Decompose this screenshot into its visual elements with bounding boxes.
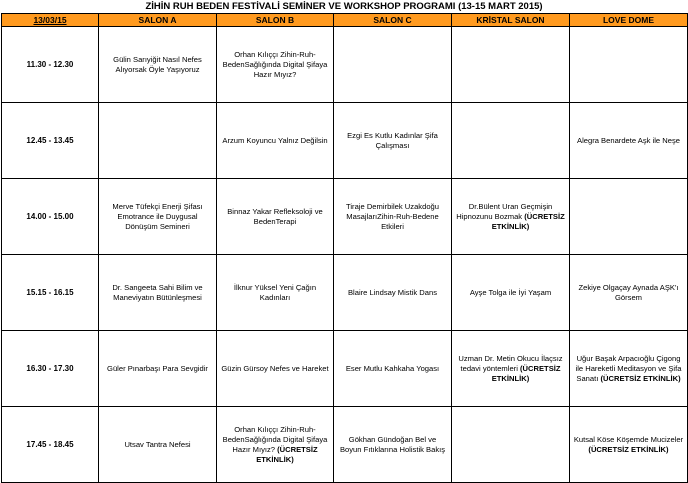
session-cell-kristal: [452, 27, 570, 103]
session-cell-kristal: [452, 255, 570, 331]
session-cell-salon-a: [99, 103, 217, 179]
table-row: [2, 331, 688, 407]
session-cell-salon-b: İlknur Yüksel Yeni Çağın Kadınları: [217, 255, 334, 331]
session-cell-salon-a: Güler Pınarbaşı Para Sevgidir: [99, 331, 217, 407]
time-cell: 16.30 - 17.30: [2, 331, 99, 407]
session-cell-salon-c: Eser Mutlu Kahkaha Yogası: [334, 331, 452, 407]
time-cell: 15.15 - 16.15: [2, 255, 99, 331]
session-cell-salon-a: Merve Tüfekçi Enerji Şifası Emotrance ile Duygusal Dönüşüm Semineri: [99, 179, 217, 255]
session-cell-salon-c: [334, 27, 452, 103]
session-text: Uzman Dr. Metin Okucu İlaçsız tedavi yöntemleri: [458, 353, 563, 373]
table-row: [2, 103, 688, 179]
session-cell-salon-b: Arzum Koyuncu Yalnız Değilsin: [217, 103, 334, 179]
session-cell-salon-c: Tiraje Demirbilek Uzakdoğu MasajlarıZihin-Ruh-Bedene Etkileri: [334, 179, 452, 255]
time-cell: 14.00 - 15.00: [2, 179, 99, 255]
session-cell-kristal: [452, 331, 570, 407]
header-kristal-salon: KRİSTAL SALON: [452, 14, 570, 27]
schedule-table: [1, 13, 688, 483]
table-row: [2, 27, 688, 103]
session-cell-love-dome: [570, 407, 688, 483]
header-row: [2, 14, 688, 27]
session-cell-kristal: [452, 407, 570, 483]
session-cell-salon-c: Ezgi Es Kutlu Kadınlar Şifa Çalışması: [334, 103, 452, 179]
session-cell-love-dome: [570, 255, 688, 331]
session-cell-love-dome: [570, 331, 688, 407]
session-cell-salon-a: Gülin Sarıyiğit Nasıl Nefes Alıyorsak Öyle Yaşıyoruz: [99, 27, 217, 103]
free-event-label: (ÜCRETSİZ ETKİNLİK): [256, 444, 318, 464]
session-cell-salon-b: [217, 407, 334, 483]
time-cell: 17.45 - 18.45: [2, 407, 99, 483]
session-text: Alegra Benardete Aşk ile Neşe: [577, 135, 680, 145]
header-love-dome: LOVE DOME: [570, 14, 688, 27]
header-salon-c: SALON C: [334, 14, 452, 27]
session-cell-kristal: [452, 179, 570, 255]
session-cell-salon-b: Binnaz Yakar Refleksoloji ve BedenTerapi: [217, 179, 334, 255]
session-cell-love-dome: [570, 103, 688, 179]
session-cell-salon-c: Blaire Lindsay Mistik Dans: [334, 255, 452, 331]
session-text: Uğur Başak Arpacıoğlu Çigong ile Hareketli Meditasyon ve Şifa Sanatı: [575, 353, 682, 383]
session-text: Kutsal Köse Köşemde Mucizeler: [573, 434, 684, 444]
free-event-label: (ÜCRETSİZ ETKİNLİK): [600, 373, 681, 383]
header-date: 13/03/15: [2, 14, 99, 27]
session-text: Orhan Kılıççı Zihin-Ruh-BedenSağlığında Digital Şifaya Hazır Mıyız?: [222, 424, 328, 454]
session-text: Zekiye Olgaçay Aynada AŞK'ı Görsem: [578, 282, 679, 302]
session-cell-love-dome: [570, 27, 688, 103]
session-cell-kristal: [452, 103, 570, 179]
document-title: ZİHİN RUH BEDEN FESTİVALİ SEMİNER VE WORKSHOP PROGRAMI (13-15 MART 2015): [145, 1, 543, 12]
session-cell-salon-c: Gökhan Gündoğan Bel ve Boyun Fıtıklarına Holistik Bakış: [334, 407, 452, 483]
session-cell-love-dome: [570, 179, 688, 255]
time-cell: 12.45 - 13.45: [2, 103, 99, 179]
session-cell-salon-a: Utsav Tantra Nefesi: [99, 407, 217, 483]
header-salon-b: SALON B: [217, 14, 334, 27]
session-text: Ayşe Tolga ile İyi Yaşam: [469, 287, 552, 297]
free-event-label: (ÜCRETSİZ ETKİNLİK): [491, 363, 561, 383]
session-text: Dr.Bülent Uran Geçmişin Hipnozunu Bozmak: [456, 201, 553, 221]
table-row: [2, 407, 688, 483]
free-event-label: (ÜCRETSİZ ETKİNLİK): [588, 444, 669, 454]
session-cell-salon-a: Dr. Sangeeta Sahi Bilim ve Maneviyatın Bütünleşmesi: [99, 255, 217, 331]
free-event-label: (ÜCRETSİZ ETKİNLİK): [491, 211, 565, 231]
session-cell-salon-b: Orhan Kılıççı Zihin-Ruh-BedenSağlığında Digital Şifaya Hazır Mıyız?: [217, 27, 334, 103]
time-cell: 11.30 - 12.30: [2, 27, 99, 103]
session-cell-salon-b: Güzin Gürsoy Nefes ve Hareket: [217, 331, 334, 407]
table-row: [2, 255, 688, 331]
table-row: [2, 179, 688, 255]
header-salon-a: SALON A: [99, 14, 217, 27]
